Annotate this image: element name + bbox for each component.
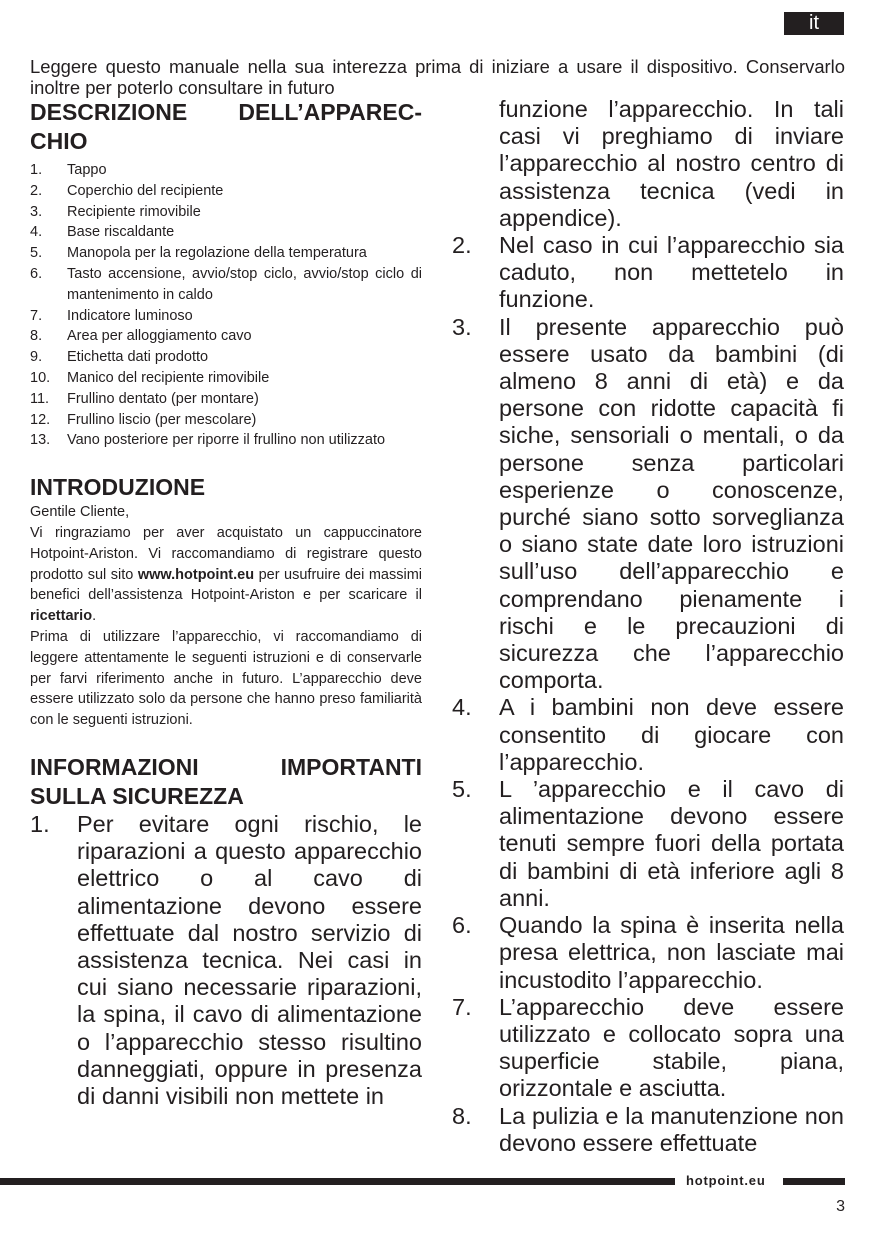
safety-item: 1. Per evitare ogni rischio, le riparazioni a questo apparecchio elettrico o al cavo di alimentazione devono essere effettuate dal nostro servizio di assistenza tecnica. Nei casi in cui siano necessarie riparazioni, la spina, il cavo di alimentazione o l’apparecchio stesso risultino danneggiati, oppure in presenza di danni visibili non mettete in [30, 810, 422, 1109]
safety-item: 2. Nel caso in cui l’apparecchio sia caduto, non mettetelo in funzione. [452, 232, 844, 313]
description-section [30, 98, 422, 451]
introduction-section [30, 473, 422, 731]
safety-item: 4. A i bambini non deve essere consentito di giocare con l’apparecchio. [452, 694, 844, 775]
safety-item: 5. L ’apparecchio e il cavo di alimentazione devono essere tenuti sempre fuori della portata di bambini di età inferiore agli 8 anni. [452, 776, 844, 911]
left-column [30, 98, 422, 1110]
description-title: DESCRIZIONE DELL’APPAREC-CHIO [30, 99, 422, 154]
parts-list-item: 3. Recipiente rimovibile [30, 203, 201, 220]
parts-list-item: 5. Manopola per la regolazione della temperatura [30, 245, 367, 262]
parts-list [30, 160, 422, 451]
website-link[interactable]: www.hotpoint.eu [137, 566, 255, 583]
safety-item: 8. La pulizia e la manutenzione non devono essere effettuate [452, 1102, 844, 1156]
language-badge: it [784, 12, 844, 35]
parts-list-item: 4. Base riscaldante [30, 224, 175, 241]
introduction-paragraph-1: Vi ringraziamo per aver acquistato un cappuccinatore Hotpoint-Ariston. Vi raccomandiamo di registrare questo prodotto sul sito www.hotpoint.eu per usufruire dei massimi benefici dell’assistenza Hotpoint-Ariston e per scaricare il ricettario. [30, 524, 422, 625]
safety-item: 3. Il presente apparecchio può essere usato da bambini (di almeno 8 anni di età) e da persone con ridotte capacità fi siche, sensoriali o mentali, o da persone senza particolari esperienze o conoscenze, purché siano sotto sorveglianza o siano state date loro istruzioni sull’uso dell’apparecchio e comprendano pienamente i rischi e le precauzioni di sicurezza che l’apparecchio comporta. [452, 313, 844, 694]
parts-list-item: 8. Area per alloggiamento cavo [30, 328, 252, 345]
safety-item: 7. L’apparecchio deve essere utilizzato e collocato sopra una superficie stabile, piana, orizzontale e asciutta. [452, 993, 844, 1102]
parts-list-item: 1. Tappo [30, 162, 107, 178]
parts-list-item: 13. Vano posteriore per riporre il frullino non utilizzato [30, 432, 386, 449]
parts-list-item: 9. Etichetta dati prodotto [30, 349, 209, 366]
safety-list-left [30, 811, 422, 1110]
footer-rule-left [0, 1178, 675, 1185]
parts-list-item: 6. Tasto accensione, avvio/stop ciclo, avvio/stop ciclo di mantenimento in caldo [30, 265, 422, 303]
page-number: 3 [836, 1198, 845, 1215]
introduction-paragraph-2: Prima di utilizzare l’apparecchio, vi raccomandiamo di leggere attentamente le seguenti istruzioni e di conservarle per farvi riferimento anche in futuro. L’apparecchio deve essere utilizzato solo da persone che hanno preso familiarità con le seguenti istruzioni. [30, 628, 422, 729]
parts-list-item: 12. Frullino liscio (per mescolare) [30, 411, 257, 428]
recipe-book-label: ricettario [30, 608, 93, 625]
safety-item: 6. Quando la spina è inserita nella presa elettrica, non lasciate mai incustodito l’apparecchio. [452, 912, 844, 993]
manual-notice: Leggere questo manuale nella sua interezza prima di iniziare a usare il dispositivo. Conservarlo inoltre per poterlo consultare in futuro [30, 56, 845, 98]
parts-list-item: 2. Coperchio del recipiente [30, 182, 224, 199]
parts-list-item: 10. Manico del recipiente rimovibile [30, 369, 270, 386]
safety-title: INFORMAZIONI IMPORTANTI SULLA SICUREZZA [30, 753, 422, 809]
safety-section [30, 753, 422, 1110]
footer-rule-right [783, 1178, 845, 1185]
right-column [452, 96, 844, 1157]
greeting: Gentile Cliente, [30, 504, 130, 521]
footer-brand: hotpoint.eu [686, 1173, 766, 1188]
parts-list-item: 7. Indicatore luminoso [30, 307, 193, 324]
introduction-title: INTRODUZIONE [30, 474, 206, 501]
safety-list-right [452, 96, 844, 1157]
parts-list-item: 11. Frullino dentato (per montare) [30, 390, 259, 407]
safety-item-continued: funzione l’apparecchio. In tali casi vi preghiamo di inviare l’apparecchio al nostro centro di assistenza tecnica (vedi in appendice). [499, 96, 844, 231]
